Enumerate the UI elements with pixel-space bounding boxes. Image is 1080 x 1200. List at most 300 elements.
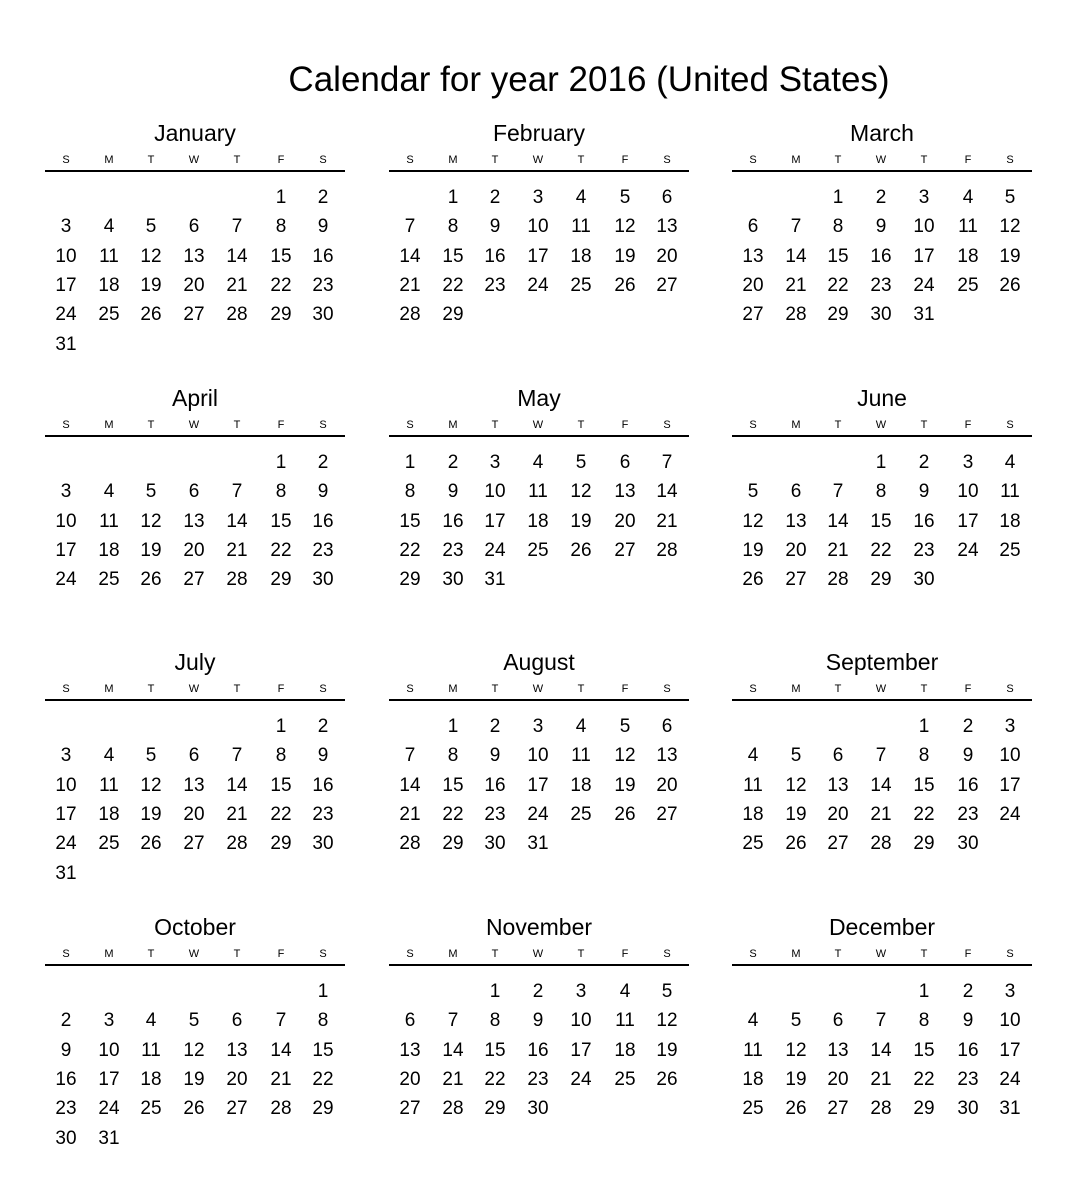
day-cell: 1	[404, 452, 416, 473]
day-cell: 2	[962, 981, 974, 1002]
day-cell: 5	[145, 216, 157, 237]
day-cell: 27	[183, 304, 205, 325]
day-cell: 15	[913, 775, 935, 796]
weekday-header	[389, 681, 689, 697]
day-cell: 3	[489, 452, 501, 473]
day-cell: 24	[484, 540, 506, 561]
weekday-label: M	[448, 154, 458, 166]
day-cell: 10	[527, 216, 549, 237]
day-cell: 28	[656, 540, 678, 561]
day-cell: 5	[747, 481, 759, 502]
weekday-label: S	[749, 948, 757, 960]
day-cell: 3	[60, 216, 72, 237]
month-name: February	[492, 120, 586, 146]
weekday-label: T	[233, 683, 241, 695]
weekday-header	[389, 152, 689, 168]
day-cell: 6	[231, 1010, 243, 1031]
day-cell: 4	[1004, 452, 1016, 473]
day-cell: 16	[442, 511, 464, 532]
weekday-label: W	[188, 948, 200, 960]
weekday-label: T	[920, 683, 928, 695]
day-cell: 8	[275, 481, 287, 502]
day-cell: 30	[312, 569, 334, 590]
day-cell: 8	[447, 745, 459, 766]
weekday-label: T	[834, 419, 842, 431]
day-cell: 11	[571, 216, 591, 237]
day-cell: 7	[404, 745, 416, 766]
day-cell: 31	[98, 1128, 120, 1149]
day-cell: 9	[489, 745, 501, 766]
day-cell: 11	[99, 511, 119, 532]
day-cell: 30	[870, 304, 892, 325]
day-cell: 1	[275, 452, 287, 473]
day-cell: 14	[226, 511, 248, 532]
day-cell: 13	[827, 1040, 849, 1061]
day-cell: 23	[442, 540, 464, 561]
day-cell: 30	[957, 833, 979, 854]
day-cell: 19	[999, 246, 1021, 267]
day-cell: 21	[656, 511, 678, 532]
weekday-label: F	[621, 683, 629, 695]
day-cell: 19	[742, 540, 764, 561]
weekday-label: M	[104, 419, 114, 431]
day-cell: 22	[270, 540, 292, 561]
day-cell: 26	[140, 833, 162, 854]
month-rule	[389, 964, 689, 966]
day-cell: 3	[103, 1010, 115, 1031]
weekday-header	[732, 946, 1032, 962]
weekday-label: S	[749, 419, 757, 431]
day-cell: 15	[270, 775, 292, 796]
weekday-header	[389, 946, 689, 962]
day-cell: 29	[312, 1098, 334, 1119]
day-cell: 21	[226, 804, 248, 825]
day-cell: 24	[527, 804, 549, 825]
day-cell: 17	[98, 1069, 120, 1090]
day-cell: 16	[957, 775, 979, 796]
day-cell: 4	[747, 745, 759, 766]
day-cell: 29	[913, 1098, 935, 1119]
weekday-label: F	[277, 683, 285, 695]
day-cell: 6	[619, 452, 631, 473]
day-cell: 1	[317, 981, 329, 1002]
day-cell: 26	[614, 275, 636, 296]
day-cell: 29	[270, 304, 292, 325]
day-cell: 19	[785, 1069, 807, 1090]
day-cell: 14	[827, 511, 849, 532]
day-cell: 27	[226, 1098, 248, 1119]
weekday-label: S	[663, 948, 671, 960]
day-cell: 1	[875, 452, 887, 473]
day-cell: 15	[270, 511, 292, 532]
day-cell: 15	[399, 511, 421, 532]
day-cell: 20	[827, 804, 849, 825]
day-cell: 23	[312, 275, 334, 296]
day-cell: 24	[957, 540, 979, 561]
month-september	[732, 647, 1032, 887]
day-cell: 4	[145, 1010, 157, 1031]
day-cell: 14	[226, 775, 248, 796]
day-cell: 14	[656, 481, 678, 502]
day-cell: 19	[785, 804, 807, 825]
day-cell: 6	[661, 187, 673, 208]
weekday-label: F	[964, 419, 972, 431]
weekday-label: W	[532, 154, 544, 166]
day-cell: 14	[226, 246, 248, 267]
day-cell: 12	[140, 511, 162, 532]
weekday-label: S	[663, 419, 671, 431]
day-cell: 17	[55, 275, 77, 296]
day-cell: 11	[528, 481, 548, 502]
day-cell: 8	[918, 745, 930, 766]
day-cell: 31	[527, 833, 549, 854]
day-cell: 17	[999, 1040, 1021, 1061]
day-cell: 21	[827, 540, 849, 561]
day-cell: 16	[312, 775, 334, 796]
day-cell: 15	[442, 246, 464, 267]
day-cell: 7	[790, 216, 802, 237]
day-cell: 5	[790, 745, 802, 766]
day-cell: 24	[98, 1098, 120, 1119]
day-cell: 20	[183, 275, 205, 296]
day-cell: 31	[484, 569, 506, 590]
day-cell: 5	[619, 716, 631, 737]
day-cell: 14	[270, 1040, 292, 1061]
day-cell: 21	[870, 804, 892, 825]
month-august	[389, 647, 689, 887]
day-cell: 18	[742, 1069, 764, 1090]
weekday-label: W	[188, 683, 200, 695]
day-cell: 24	[527, 275, 549, 296]
day-cell: 13	[827, 775, 849, 796]
day-cell: 13	[656, 216, 678, 237]
day-cell: 2	[447, 452, 459, 473]
day-cell: 14	[870, 1040, 892, 1061]
day-cell: 1	[918, 981, 930, 1002]
month-may	[389, 383, 689, 623]
day-cell: 10	[98, 1040, 120, 1061]
day-cell: 3	[532, 187, 544, 208]
day-cell: 22	[312, 1069, 334, 1090]
day-cell: 28	[399, 304, 421, 325]
day-cell: 28	[226, 833, 248, 854]
weekday-label: M	[104, 948, 114, 960]
day-cell: 21	[442, 1069, 464, 1090]
day-cell: 22	[484, 1069, 506, 1090]
day-cell: 9	[962, 1010, 974, 1031]
day-cell: 25	[98, 833, 120, 854]
weekday-label: W	[875, 419, 887, 431]
day-cell: 17	[957, 511, 979, 532]
month-name: January	[154, 120, 236, 146]
day-cell: 7	[231, 745, 243, 766]
weekday-label: T	[834, 154, 842, 166]
day-cell: 2	[60, 1010, 72, 1031]
day-cell: 28	[442, 1098, 464, 1119]
day-cell: 1	[489, 981, 501, 1002]
day-cell: 18	[98, 804, 120, 825]
weekday-label: T	[920, 948, 928, 960]
weekday-label: T	[233, 154, 241, 166]
month-name: April	[171, 385, 218, 411]
day-cell: 28	[226, 569, 248, 590]
day-cell: 13	[399, 1040, 421, 1061]
weekday-header	[389, 417, 689, 433]
day-cell: 8	[918, 1010, 930, 1031]
weekday-label: S	[62, 948, 70, 960]
month-rule	[732, 699, 1032, 701]
day-cell: 13	[226, 1040, 248, 1061]
weekday-label: M	[448, 948, 458, 960]
day-cell: 28	[399, 833, 421, 854]
day-cell: 12	[140, 775, 162, 796]
day-cell: 9	[447, 481, 459, 502]
day-cell: 20	[399, 1069, 421, 1090]
day-cell: 27	[183, 833, 205, 854]
day-cell: 1	[918, 716, 930, 737]
day-cell: 29	[399, 569, 421, 590]
weekday-label: W	[532, 683, 544, 695]
day-cell: 1	[275, 187, 287, 208]
day-cell: 29	[913, 833, 935, 854]
day-cell: 10	[957, 481, 979, 502]
day-cell: 25	[140, 1098, 162, 1119]
weekday-label: T	[147, 683, 155, 695]
day-cell: 8	[275, 745, 287, 766]
month-december	[732, 912, 1032, 1152]
day-cell: 18	[742, 804, 764, 825]
day-cell: 5	[188, 1010, 200, 1031]
day-cell: 25	[570, 804, 592, 825]
weekday-label: S	[319, 419, 327, 431]
day-cell: 19	[614, 246, 636, 267]
weekday-header	[732, 417, 1032, 433]
day-cell: 7	[875, 745, 887, 766]
day-cell: 3	[575, 981, 587, 1002]
day-cell: 25	[999, 540, 1021, 561]
day-cell: 10	[570, 1010, 592, 1031]
weekday-label: T	[147, 154, 155, 166]
day-cell: 29	[270, 569, 292, 590]
day-cell: 11	[1000, 481, 1020, 502]
day-cell: 16	[55, 1069, 77, 1090]
day-cell: 25	[98, 569, 120, 590]
weekday-label: T	[577, 419, 585, 431]
day-cell: 3	[918, 187, 930, 208]
weekday-label: F	[621, 419, 629, 431]
day-cell: 25	[98, 304, 120, 325]
day-cell: 26	[999, 275, 1021, 296]
day-cell: 14	[399, 775, 421, 796]
day-cell: 30	[484, 833, 506, 854]
day-cell: 31	[913, 304, 935, 325]
day-cell: 27	[827, 1098, 849, 1119]
day-cell: 19	[140, 540, 162, 561]
day-cell: 4	[619, 981, 631, 1002]
day-cell: 24	[913, 275, 935, 296]
day-cell: 1	[275, 716, 287, 737]
day-cell: 17	[55, 804, 77, 825]
day-cell: 9	[532, 1010, 544, 1031]
day-cell: 18	[140, 1069, 162, 1090]
weekday-label: S	[1006, 419, 1014, 431]
weekday-label: S	[749, 683, 757, 695]
day-cell: 9	[918, 481, 930, 502]
day-cell: 21	[226, 540, 248, 561]
day-cell: 2	[532, 981, 544, 1002]
day-cell: 15	[484, 1040, 506, 1061]
weekday-label: T	[233, 419, 241, 431]
day-cell: 14	[870, 775, 892, 796]
day-cell: 3	[1004, 716, 1016, 737]
day-cell: 10	[999, 745, 1021, 766]
day-cell: 12	[614, 745, 636, 766]
day-cell: 29	[484, 1098, 506, 1119]
weekday-label: T	[491, 419, 499, 431]
month-march	[732, 118, 1032, 358]
day-cell: 30	[913, 569, 935, 590]
day-cell: 12	[742, 511, 764, 532]
day-cell: 6	[404, 1010, 416, 1031]
weekday-label: S	[1006, 154, 1014, 166]
day-cell: 22	[270, 275, 292, 296]
day-cell: 26	[614, 804, 636, 825]
month-rule	[45, 699, 345, 701]
day-cell: 20	[656, 246, 678, 267]
day-cell: 23	[484, 804, 506, 825]
day-cell: 13	[183, 775, 205, 796]
day-cell: 25	[614, 1069, 636, 1090]
day-cell: 20	[785, 540, 807, 561]
day-cell: 30	[527, 1098, 549, 1119]
day-cell: 25	[957, 275, 979, 296]
day-cell: 13	[183, 511, 205, 532]
month-november	[389, 912, 689, 1152]
weekday-label: F	[621, 948, 629, 960]
weekday-label: F	[277, 419, 285, 431]
day-cell: 13	[614, 481, 636, 502]
day-cell: 9	[489, 216, 501, 237]
month-rule	[389, 170, 689, 172]
month-rule	[45, 964, 345, 966]
day-cell: 2	[875, 187, 887, 208]
day-cell: 6	[188, 216, 200, 237]
weekday-label: M	[791, 154, 801, 166]
day-cell: 30	[312, 304, 334, 325]
day-cell: 6	[790, 481, 802, 502]
day-cell: 16	[913, 511, 935, 532]
day-cell: 8	[447, 216, 459, 237]
day-cell: 10	[484, 481, 506, 502]
day-cell: 19	[656, 1040, 678, 1061]
weekday-label: M	[104, 154, 114, 166]
day-cell: 31	[55, 334, 77, 355]
day-cell: 7	[231, 216, 243, 237]
weekday-label: W	[188, 154, 200, 166]
day-cell: 17	[55, 540, 77, 561]
month-name: August	[503, 649, 575, 675]
day-cell: 12	[785, 1040, 807, 1061]
day-cell: 23	[55, 1098, 77, 1119]
day-cell: 7	[661, 452, 673, 473]
day-cell: 6	[188, 481, 200, 502]
weekday-header	[45, 152, 345, 168]
day-cell: 26	[785, 833, 807, 854]
day-cell: 11	[958, 216, 978, 237]
day-cell: 8	[875, 481, 887, 502]
weekday-label: T	[577, 154, 585, 166]
day-cell: 4	[103, 216, 115, 237]
day-cell: 21	[785, 275, 807, 296]
day-cell: 28	[827, 569, 849, 590]
day-cell: 24	[55, 304, 77, 325]
weekday-label: F	[964, 154, 972, 166]
day-cell: 4	[962, 187, 974, 208]
month-name: December	[828, 914, 936, 940]
day-cell: 4	[575, 716, 587, 737]
day-cell: 5	[575, 452, 587, 473]
day-cell: 5	[145, 745, 157, 766]
day-cell: 13	[183, 246, 205, 267]
weekday-label: W	[532, 948, 544, 960]
day-cell: 11	[743, 1040, 763, 1061]
day-cell: 10	[913, 216, 935, 237]
day-cell: 24	[55, 833, 77, 854]
weekday-label: S	[62, 683, 70, 695]
day-cell: 11	[615, 1010, 635, 1031]
day-cell: 4	[532, 452, 544, 473]
weekday-label: F	[964, 683, 972, 695]
day-cell: 8	[489, 1010, 501, 1031]
day-cell: 15	[312, 1040, 334, 1061]
day-cell: 21	[399, 804, 421, 825]
day-cell: 12	[614, 216, 636, 237]
day-cell: 30	[55, 1128, 77, 1149]
day-cell: 21	[270, 1069, 292, 1090]
weekday-label: T	[920, 154, 928, 166]
month-name: September	[825, 649, 939, 675]
weekday-label: M	[791, 683, 801, 695]
day-cell: 1	[447, 187, 459, 208]
day-cell: 22	[442, 804, 464, 825]
day-cell: 20	[183, 804, 205, 825]
month-rule	[732, 170, 1032, 172]
day-cell: 5	[145, 481, 157, 502]
weekday-label: M	[104, 683, 114, 695]
month-rule	[389, 435, 689, 437]
day-cell: 10	[55, 775, 77, 796]
day-cell: 20	[742, 275, 764, 296]
day-cell: 18	[98, 540, 120, 561]
day-cell: 2	[489, 716, 501, 737]
day-cell: 23	[312, 804, 334, 825]
day-cell: 8	[832, 216, 844, 237]
day-cell: 20	[656, 775, 678, 796]
day-cell: 18	[570, 246, 592, 267]
day-cell: 16	[312, 246, 334, 267]
day-cell: 25	[742, 833, 764, 854]
day-cell: 5	[661, 981, 673, 1002]
day-cell: 4	[103, 745, 115, 766]
month-october	[45, 912, 345, 1152]
day-cell: 3	[532, 716, 544, 737]
day-cell: 15	[442, 775, 464, 796]
weekday-label: S	[319, 154, 327, 166]
weekday-label: W	[875, 683, 887, 695]
day-cell: 21	[870, 1069, 892, 1090]
day-cell: 10	[999, 1010, 1021, 1031]
weekday-label: S	[406, 419, 414, 431]
